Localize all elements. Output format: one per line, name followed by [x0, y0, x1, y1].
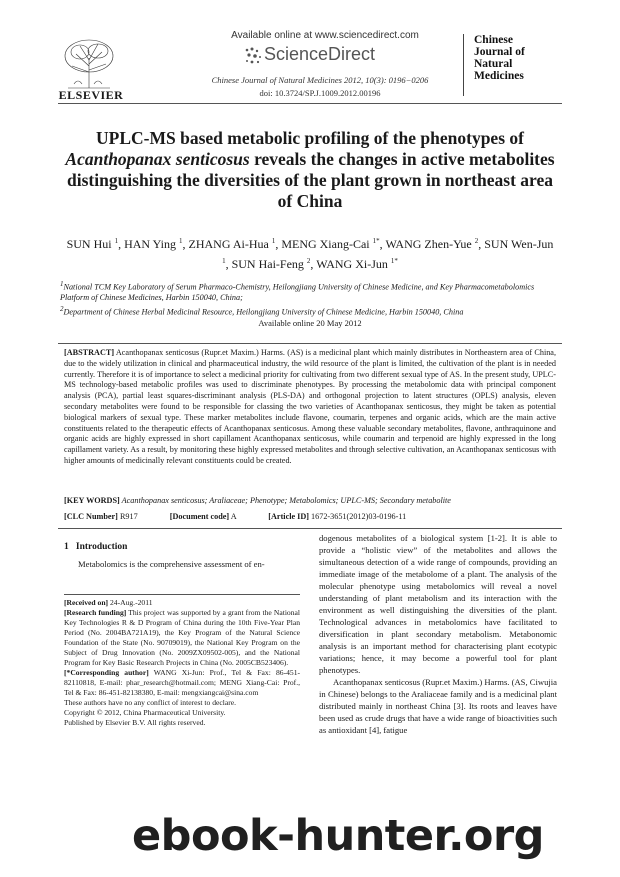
paper-title — [60, 128, 560, 212]
doi: doi: 10.3724/SP.J.1009.2012.00196 — [259, 88, 381, 98]
keywords — [64, 496, 556, 506]
affil-mark: 2 — [60, 304, 64, 313]
intro-paragraph — [64, 558, 300, 570]
section-number: 1 — [64, 542, 69, 552]
author-affil-mark: 1 — [222, 257, 226, 265]
document-code-value: A — [229, 512, 237, 521]
footnote-text: 24-Aug.-2011 — [108, 598, 153, 607]
body-paragraph: Acanthopanax senticosus (Rupr.et Maxim.) Harms. (AS, Ciwujia in Chinese) belongs to the Araliaceae family and is a medicinal plant distributed mainly in northeast China [3]. Its roots and leaves have been used as crude drugs that have a wide range of bioactivities such as antioxidant [4], fatigue — [319, 677, 557, 735]
author-name: ZHANG Ai-Hua — [188, 237, 269, 251]
title-species: Acanthopanax senticosus — [65, 149, 250, 169]
abstract-divider-top — [58, 343, 562, 344]
footnote-text: This project was supported by a grant from the National Key Technologies R & D Program of China during the 10th Five-Year Plan Period (No. 2004BA721A19), the Key Program of the Natural Science Foundation of the State (No. 90709019), the National Key Program on the Subject of Drug Innovation (No. 2009ZX09502-005), and the National Program for Key Basic Research Projects in China (No. 2005CB523406). — [64, 608, 300, 667]
author-name: HAN Ying — [124, 237, 176, 251]
sciencedirect-logo-text: ScienceDirect — [264, 44, 376, 64]
author-name: WANG Zhen-Yue — [385, 237, 472, 251]
journal-name-line: Natural — [474, 58, 513, 70]
footnote — [64, 708, 300, 718]
affiliation — [60, 304, 560, 318]
watermark-text: ebook-hunter.org — [132, 811, 544, 861]
right-column — [319, 532, 557, 736]
classification-line — [64, 512, 556, 521]
header-divider — [58, 103, 562, 104]
keywords-label: [KEY WORDS] — [64, 496, 120, 505]
footnotes — [64, 598, 300, 728]
footnote-divider — [64, 594, 300, 595]
publisher-wordmark: ELSEVIER — [58, 88, 124, 102]
affiliation — [60, 279, 560, 304]
journal-name-line: Journal of — [474, 46, 525, 58]
footnote — [64, 608, 300, 668]
abstract-label: [ABSTRACT] — [64, 348, 115, 357]
author-affil-mark: 1 — [271, 237, 276, 245]
clc-label: [CLC Number] — [64, 512, 118, 521]
affil-mark: 1 — [60, 280, 64, 288]
journal-name-box — [463, 34, 561, 96]
footnote — [64, 598, 300, 608]
footnote-label: [Research funding] — [64, 608, 127, 617]
available-online-date: Available online 20 May 2012 — [258, 318, 362, 328]
author-name: SUN Hui — [66, 237, 112, 251]
document-code-label: [Document code] — [169, 512, 230, 521]
author-affil-mark: 1 — [178, 237, 183, 245]
journal-name-line: Medicines — [474, 70, 524, 82]
article-id-label: [Article ID] — [268, 512, 309, 521]
affiliation-text: Department of Chinese Herbal Medicinal Resource, Heilongjiang University of Chinese Medicine, Harbin 150040, China — [63, 307, 464, 317]
footnote-text: Published by Elsevier B.V. All rights reserved. — [64, 718, 206, 727]
footnote-text: These authors have no any conflict of interest to declare. — [64, 698, 237, 707]
section-heading — [64, 542, 127, 552]
keywords-text: Acanthopanax senticosus; Araliaceae; Phenotype; Metabolomics; UPLC-MS; Secondary metabolite — [119, 496, 451, 505]
footnote-label: [*Corresponding author] — [64, 668, 149, 677]
author-affil-mark: 2 — [306, 257, 311, 265]
author-affil-mark: 1 — [114, 237, 119, 245]
journal-citation: Chinese Journal of Natural Medicines 2012, 10(3): 0196−0206 — [211, 75, 429, 85]
clc-value: R917 — [117, 512, 138, 521]
abstract-text: Acanthopanax senticosus (Rupr.et Maxim.) Harms. (AS) is a medicinal plant which mainly distributes in Northeastern area of China, due to the widely utilization in clinical and pharmaceutical industry, the wild resource of the plant is limited, the cultivation of the plant is in needed currently. Therefore it is of importance to select a medicinal priority for cultivating from two different sexual type of AS. In the present study, UPLC-MS technology-based metabolic profiles was used to discriminate phenotypes. By processing the metabolomic data with principal component analysis (PCA), partial least squares-discriminant analysis (PLS-DA) and orthogonal projection to latent structures (OPLS) analysis, eleven secondary metabolites were found to be responsible for classing the two varieties of Acanthopanax senticosus, they might be taken as potential biological markers of sexual type. These marker metabolites include flavone, coumarin, terpenes and organic acids, which are the main active constituents related to the therapeutic effects of Acanthopanax senticosus. Among these valuable secondary metabolites, flavone, anthraquinone and organic acids are highly expressed in short capillament Acanthopanax senticosus, while coumarin and terpenoid are highly expressed in the long capillament variety. As a result, by monitoring these highly expressed metabolites and through selective cultivation, an Acanthopanax senticosus with higher amounts of medicinally relevant constituents could be created. — [64, 348, 556, 465]
footnote — [64, 698, 300, 708]
body-paragraph: dogenous metabolites of a biological system [1-2]. It is able to provide a “holistic view” of the metabolites and allows the simultaneous detection of a wide range of compounds, providing an immediate image of the metabolome of a plant. The analysis of the molecular phenotype using metabolomics will reveal a novel understanding of plant metabolism and its interaction with the environment as well distinguishing the diversities of the plant. Technological advances in metabolomics have facilitated to diversification in plant secondary metabolism. Metabonomic analysis is an important method for characterising plant ecotypic variations; hence, it may become a powerful tool for plant phenotypes. — [319, 533, 557, 675]
section-title: Introduction — [75, 542, 128, 552]
title-part: UPLC-MS based metabolic profiling of the phenotypes of — [96, 128, 524, 148]
footnote — [64, 668, 300, 698]
author-affil-mark: 2 — [474, 237, 479, 245]
intro-text: Metabolomics is the comprehensive assessment of en- — [78, 559, 265, 569]
abstract — [64, 348, 556, 467]
footnote-text: WANG Xi-Jun: Prof., Tel & Fax: 86-451-82110818, E-mail: phar_research@hotmail.com; MENG Xiang-Cai: Prof., Tel & Fax: 86-451-82138380, E-mail: mengxiangcai@sina.com — [64, 668, 301, 697]
footnote — [64, 718, 300, 728]
journal-name-line: Chinese — [474, 34, 513, 46]
author-affil-mark: 1* — [390, 257, 398, 265]
abstract-divider-bottom — [58, 528, 562, 529]
footnote-label: [Received on] — [64, 598, 109, 607]
author-name: SUN Hai-Feng — [231, 257, 304, 271]
sciencedirect-dots-icon — [244, 46, 262, 66]
affiliations — [60, 279, 560, 318]
author-name: SUN Wen-Jun — [484, 237, 554, 251]
available-online-text: Available online at www.sciencedirect.com — [231, 30, 419, 41]
author-name: MENG Xiang-Cai — [281, 237, 370, 251]
footnote-text: Copyright © 2012, China Pharmaceutical University. — [64, 708, 226, 717]
author-list: SUN Hui $^1$, HAN Ying $^1$, ZHANG Ai-Hua $^1$, MENG Xiang-Cai $^{1*}$, WANG Zhen-Yue $^2$, SUN Wen-Jun $^1$, SUN Hai-Feng $^2$, WANG Xi-Jun $^{1*}$ — [66, 237, 554, 271]
affiliation-text: National TCM Key Laboratory of Serum Pharmaco-Chemistry, Heilongjiang University of Chinese Medicine, and Key Pharmacometabolomics Platform of Chinese Medicines, Harbin 150040, China; — [60, 282, 535, 303]
author-affil-mark: 1* — [372, 237, 380, 245]
author-name: WANG Xi-Jun — [316, 257, 388, 271]
article-id-value: 1672-3651(2012)03-0196-11 — [309, 512, 407, 521]
title-part: reveals the changes in active metabolites distinguishing the diversities of the plant grown in northeast area of China — [67, 149, 555, 211]
